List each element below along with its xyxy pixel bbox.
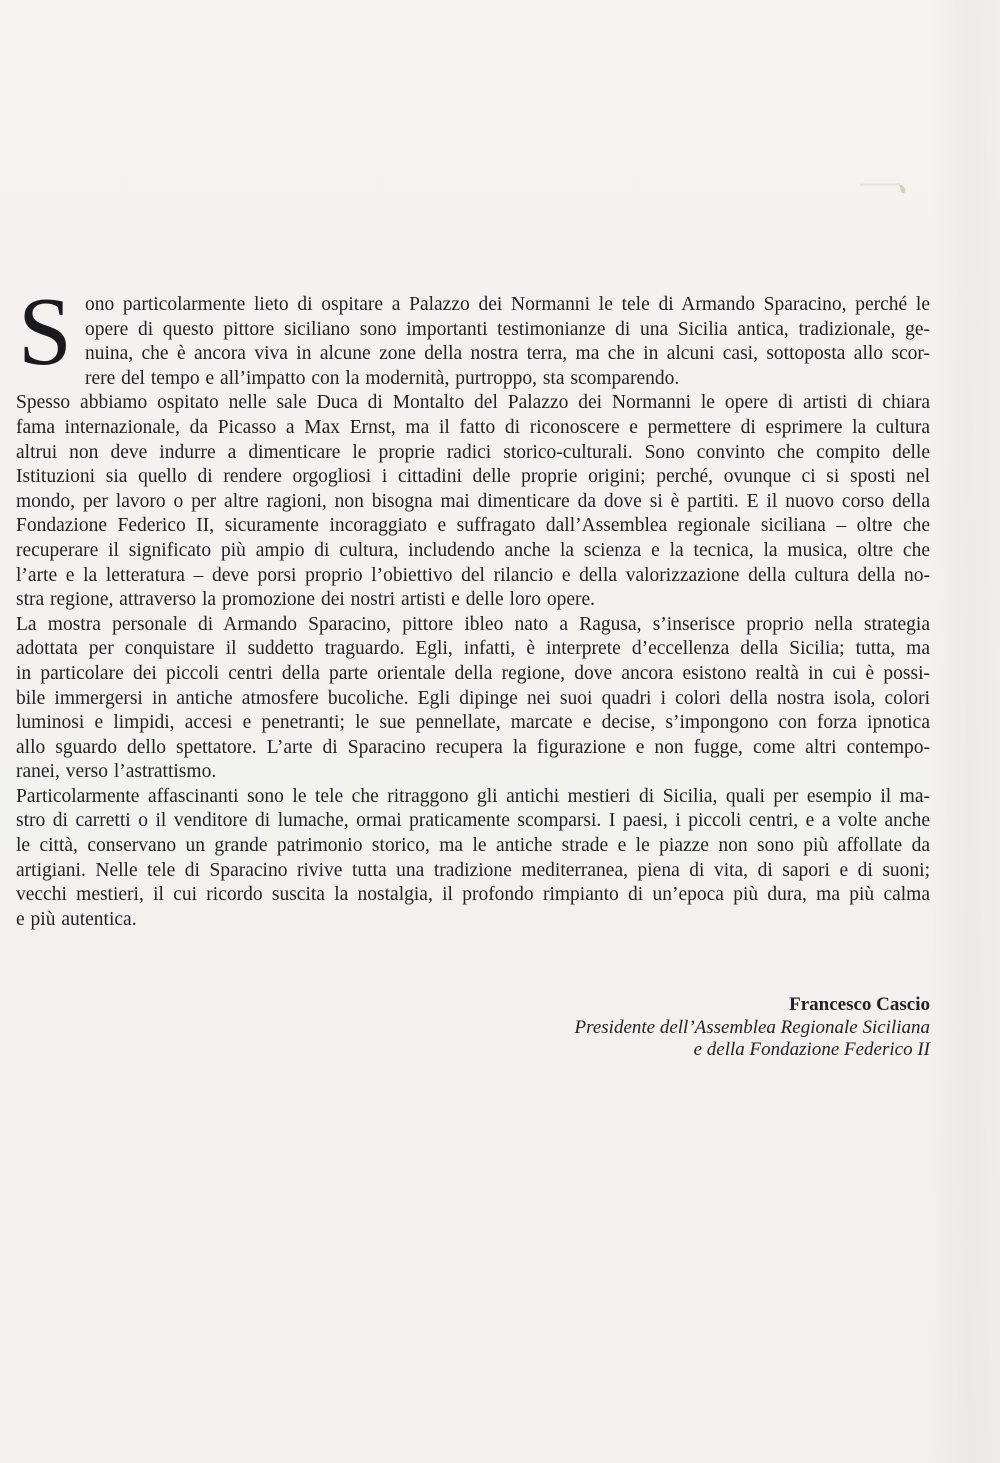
text-line: stro di carretti o il venditore di lumache, ormai praticamente scomparsi. I paesi, i piccoli centri, e a volte anche: [16, 810, 930, 832]
text-line: ono particolarmente lieto di ospitare a Palazzo dei Normanni le tele di Armando Sparacino, perché le: [84, 294, 930, 315]
preface-text: [16, 278, 930, 932]
text-line: Istituzioni sia quello di rendere orgogliosi i cittadini delle proprie origini; perché, ovunque ci si sposti nel: [16, 466, 930, 488]
paper-crease-mark: [858, 174, 918, 200]
text-line: e più autentica.: [16, 908, 137, 930]
text-line: fama internazionale, da Picasso a Max Ernst, ma il fatto di riconoscere e permettere di esprimere la cultura: [16, 416, 930, 438]
paragraph-4: [16, 785, 930, 933]
text-line: luminosi e limpidi, accesi e penetranti; le sue pennellate, marcate e decise, s’impongono con forza ipnotica: [16, 712, 930, 734]
text-line: La mostra personale di Armando Sparacino, pittore ibleo nato a Ragusa, s’inserisce proprio nella strategia: [16, 613, 930, 635]
text-line: Particolarmente affascinanti sono le tele che ritraggono gli antichi mestieri di Sicilia, quali per esempio il ma-: [16, 785, 930, 807]
paragraph-1: [16, 278, 930, 391]
text-line: artigiani. Nelle tele di Sparacino rivive tutta una tradizione mediterranea, piena di vita, di sapori e di suoni;: [16, 859, 930, 881]
paragraph-2: [16, 391, 930, 612]
signature-role-line2: e della Fondazione Federico II: [693, 1039, 930, 1060]
signature-name: Francesco Cascio: [789, 994, 930, 1015]
text-line: ranei, verso l’astrattismo.: [16, 761, 217, 783]
text-line: opere di questo pittore siciliano sono importanti testimonianze di una Sicilia antica, tradizionale, ge-: [84, 318, 930, 340]
text-line: allo sguardo dello spettatore. L’arte di Sparacino recupera la figurazione e non fugge, come altri contempo-: [16, 736, 930, 758]
text-line: in particolare dei piccoli centri della parte orientale della regione, dove ancora esistono realtà in cui è possi-: [16, 662, 930, 684]
text-line: mondo, per lavoro o per altre ragioni, non bisogna mai dimenticare da dove si è partiti. E il nuovo corso della: [16, 490, 930, 512]
text-line: stra regione, attraverso la promozione dei nostri artisti e delle loro opere.: [16, 589, 596, 611]
text-line: bile immergersi in antiche atmosfere bucoliche. Egli dipinge nei suoi quadri i colori della nostra isola, colori: [16, 687, 930, 709]
text-line: adottata per conquistare il suddetto traguardo. Egli, infatti, è interprete d’eccellenza della Sicilia; tutta, ma: [16, 638, 930, 660]
text-line: Spesso abbiamo ospitato nelle sale Duca di Montalto del Palazzo dei Normanni le opere di artisti di chiara: [16, 392, 930, 414]
text-line: vecchi mestieri, il cui ricordo suscita la nostalgia, il profondo rimpianto di un’epoca più dura, ma più calma: [16, 884, 930, 906]
paragraph-3: [16, 613, 930, 785]
text-line: nuina, che è ancora viva in alcune zone della nostra terra, ma che in alcuni casi, sottoposta allo scor-: [84, 343, 930, 365]
text-line: recuperare il significato più ampio di cultura, includendo anche la scienza e la tecnica, la musica, oltre che: [16, 539, 930, 561]
signature-block: [575, 994, 930, 1062]
drop-cap: S: [18, 278, 72, 385]
text-line: l’arte e la letteratura – deve porsi proprio l’obiettivo del rilancio e della valorizzazione della cultura della no-: [16, 564, 930, 586]
text-line: altrui non deve indurre a dimenticare le proprie radici storico-culturali. Sono convinto che compito delle: [16, 441, 930, 463]
signature-role-line1: Presidente dell’Assemblea Regionale Siciliana: [574, 1016, 930, 1038]
text-line: Fondazione Federico II, sicuramente incoraggiato e suffragato dall’Assemblea regionale siciliana – oltre che: [16, 515, 930, 537]
text-line: le città, conservano un grande patrimonio storico, ma le antiche strade e le piazze non sono più affollate da: [16, 835, 930, 857]
text-line: rere del tempo e all’impatto con la modernità, purtroppo, sta scomparendo.: [84, 367, 680, 389]
